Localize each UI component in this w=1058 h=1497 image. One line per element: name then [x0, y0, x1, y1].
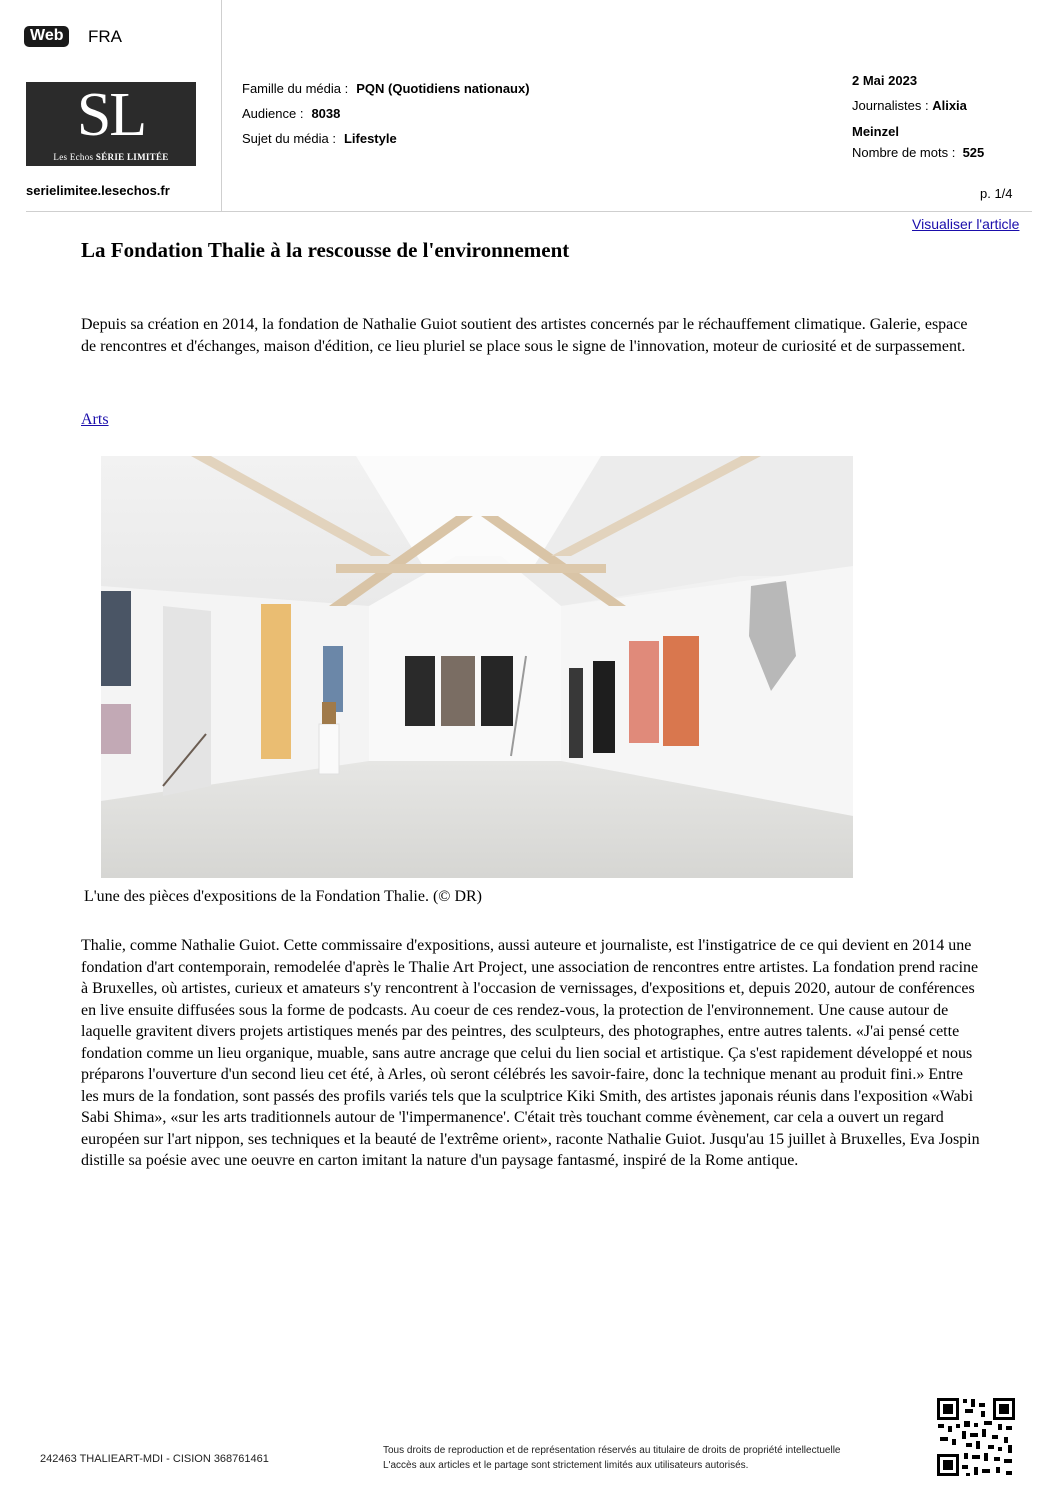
page-number: p. 1/4: [980, 186, 1013, 201]
word-count: Nombre de mots : 525: [852, 145, 985, 160]
article-title: La Fondation Thalie à la rescousse de l'environnement: [81, 238, 570, 262]
audience: Audience : 8038: [242, 106, 341, 121]
article-body: Thalie, comme Nathalie Guiot. Cette commissaire d'expositions, aussi auteure et journaliste, est l'instigatrice de ce qui devient en 2014 une fondation d'art contemporain, remodelée d'après le Thalie Art Project, une association de rencontres entre artistes. La fondation prend racine à Bruxelles, où artistes, curieux et amateurs s'y rencontrent à l'occasion de vernissages, d'expositions et, depuis 2020, autour de conférences en live ensuite diffusées sous la forme de podcasts. Au coeur de ces rendez-vous, la protection de l'environnement. Une cause autour de laquelle gravitent divers projets artistiques menés par des peintres, des sculpteurs, des photographes, entre autres talents. «J'ai pensé cette fondation comme un lieu organique, muable, sans autre ancrage que celui du lien social et artistique. Ça s'est rapidement développé et nous préparons l'ouverture d'un second lieu cet été, à Arles, où seront célébrés les savoir-faire, donc la technique menant au produit fini.» Entre les murs de la fondation, sont passés des profils variés tels que la sculptrice Kiki Smith, des artistes japonais réunis dans l'exposition «Wabi Sabi Shima», «sur les arts traditionnels autour de 'l'impermanence'. C'était très touchant comme évènement, car cela a ouvert un regard européen sur l'art nippon, ses techniques et la beauté de l'extrême orient», raconte Nathalie Guiot. Jusqu'au 15 juillet à Bruxelles, Eva Jospin distille sa poésie avec une oeuvre en carton imitant la nature d'un paysage fantasmé, inspiré de la Rome antique.: [81, 937, 980, 1169]
rights-notice: Tous droits de reproduction et de représentation réservés au titulaire de droits de propriété intellectuelle L'accès aux articles et le partage sont strictement limités aux utilisateurs autorisés.: [383, 1445, 841, 1471]
language-label: FRA: [88, 27, 122, 46]
header-divider-horizontal: [26, 211, 1032, 212]
header-divider-vertical: [221, 0, 222, 212]
photo-caption: L'une des pièces d'expositions de la Fondation Thalie. (© DR): [84, 888, 482, 905]
journalists: Journalistes : Alixia: [852, 98, 967, 113]
web-badge: Web: [24, 26, 69, 47]
logo-letters: SL: [76, 81, 146, 149]
media-site: serielimitee.lesechos.fr: [26, 183, 170, 198]
media-family: Famille du média : PQN (Quotidiens nationaux): [242, 81, 530, 96]
document-id: 242463 THALIEART-MDI - CISION 368761461: [40, 1453, 269, 1465]
logo-subtitle: Les Echos SÉRIE LIMITÉE: [53, 152, 169, 162]
media-subject: Sujet du média : Lifestyle: [242, 131, 397, 146]
journalist-last-name: Meinzel: [852, 124, 899, 139]
publication-date: 2 Mai 2023: [852, 73, 918, 88]
view-article-link[interactable]: Visualiser l'article: [912, 216, 1020, 232]
qr-code-icon: [936, 1397, 1016, 1477]
media-logo: [26, 82, 196, 166]
article-lead: Depuis sa création en 2014, la fondation de Nathalie Guiot soutient des artistes concernés par le réchauffement climatique. Galerie, espace de rencontres et d'échanges, maison d'édition, ce lieu pluriel se place sous le signe de l'innovation, moteur de curiosité et de surpassement.: [81, 316, 968, 355]
gallery-photo: [101, 456, 853, 878]
category-link[interactable]: Arts: [81, 411, 109, 428]
